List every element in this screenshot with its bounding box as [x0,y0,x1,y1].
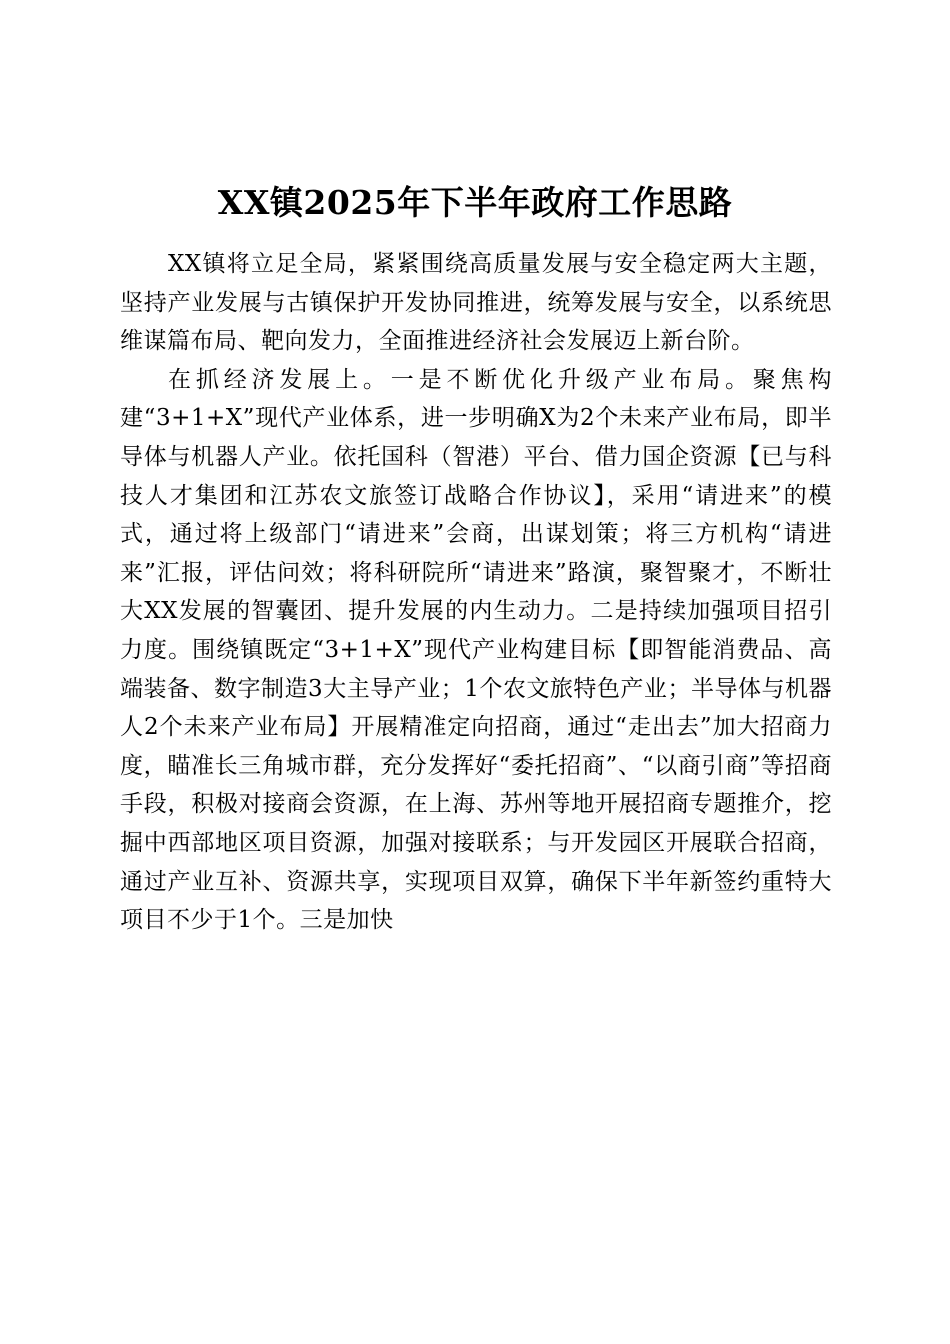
document-title: XX镇2025年下半年政府工作思路 [217,183,733,222]
document-body [120,245,832,940]
paragraph-intro: XX镇将立足全局，紧紧围绕高质量发展与安全稳定两大主题，坚持产业发展与古镇保护开发协同推进，统筹发展与安全，以系统思维谋篇布局、靶向发力，全面推进经济社会发展迈上新台阶。 [120,251,832,355]
paragraph-economic-development: 在抓经济发展上。一是不断优化升级产业布局。聚焦构建“3+1+X”现代产业体系，进一步明确X为2个未来产业布局，即半导体与机器人产业。依托国科（智港）平台、借力国企资源【已与科技人才集团和江苏农文旅签订战略合作协议】，采用“请进来”的模式，通过将上级部门“请进来”会商，出谋划策；将三方机构“请进来”汇报，评估问效；将科研院所“请进来”路演，聚智聚才，不断壮大XX发展的智囊团、提升发展的内生动力。二是持续加强项目招引力度。围绕镇既定“3+1+X”现代产业构建目标【即智能消费品、高端装备、数字制造3大主导产业；1个农文旅特色产业；半导体与机器人2个未来产业布局】开展精准定向招商，通过“走出去”加大招商力度，瞄准长三角城市群，充分发挥好“委托招商”、“以商引商”等招商手段，积极对接商会资源，在上海、苏州等地开展招商专题推介，挖掘中西部地区项目资源，加强对接联系；与开发园区开展联合招商，通过产业互补、资源共享，实现项目双算，确保下半年新签约重特大项目不少于1个。三是加快 [120,366,832,934]
